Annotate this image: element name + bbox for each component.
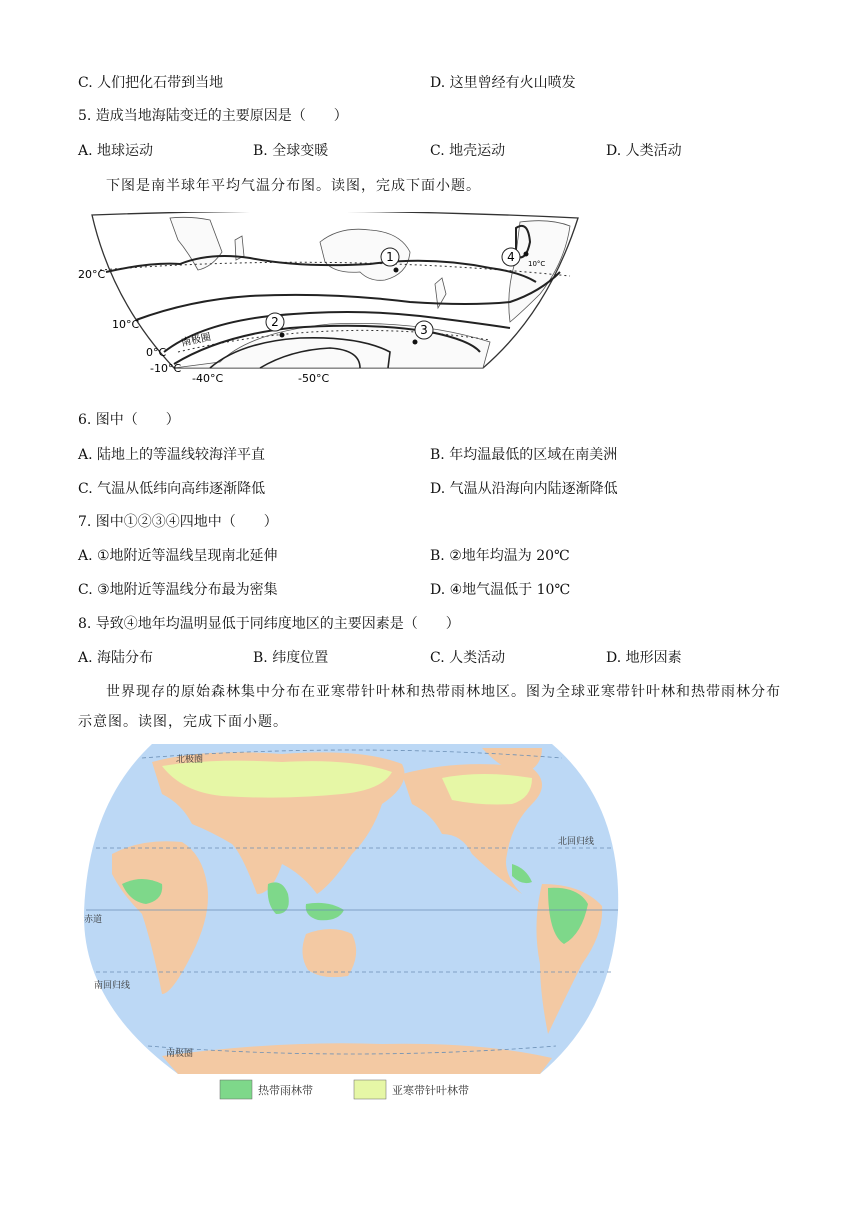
- label-antarctic-circle-map2: 南极圈: [166, 1049, 194, 1059]
- q8-option-d[interactable]: D. 地形因素: [606, 650, 682, 666]
- q6-option-c[interactable]: C. 气温从低纬向高纬逐渐降低: [78, 481, 266, 497]
- legend-rainforest-label: 热带雨林带: [258, 1084, 313, 1097]
- q5-option-a[interactable]: A. 地球运动: [78, 143, 154, 159]
- label-10c: 10°C: [112, 318, 140, 331]
- label-equator: 赤道: [84, 915, 103, 925]
- q5-stem: 5. 造成当地海陆变迁的主要原因是（ ）: [78, 108, 348, 124]
- label-0c: 0°C: [146, 346, 167, 359]
- label-tropic-cancer: 北回归线: [558, 837, 595, 847]
- label-tropic-capricorn: 南回归线: [94, 981, 131, 991]
- svg-text:3: 3: [420, 323, 428, 337]
- q5-option-d[interactable]: D. 人类活动: [606, 143, 682, 159]
- legend-taiga-label: 亚寒带针叶林带: [392, 1084, 469, 1097]
- q8-stem: 8. 导致④地年均温明显低于同纬度地区的主要因素是（ ）: [78, 616, 460, 632]
- label-antarctic-circle: 南极圈: [180, 331, 212, 349]
- intro-paragraph-1: 下图是南半球年平均气温分布图。读图，完成下面小题。: [106, 178, 481, 194]
- q7-option-a[interactable]: A. ①地附近等温线呈现南北延伸: [78, 548, 278, 564]
- svg-text:1: 1: [386, 250, 394, 264]
- q7-option-b[interactable]: B. ②地年均温为 20℃: [430, 548, 570, 564]
- south-america-outline: [509, 221, 570, 322]
- isotherm-map: [70, 212, 590, 388]
- q4-option-c[interactable]: C. 人们把化石带到当地: [78, 75, 224, 91]
- label-minus10c: -10°C: [150, 362, 182, 375]
- q6-stem: 6. 图中（ ）: [78, 412, 180, 428]
- australia: [302, 929, 356, 977]
- q5-option-b[interactable]: B. 全球变暖: [253, 143, 329, 159]
- label-20c: 20°C: [78, 268, 106, 281]
- label-minus50c: -50°C: [298, 372, 330, 385]
- label-minus40c: -40°C: [192, 372, 224, 385]
- q4-option-d[interactable]: D. 这里曾经有火山喷发: [430, 75, 576, 91]
- svg-text:2: 2: [271, 315, 279, 329]
- q7-option-c[interactable]: C. ③地附近等温线分布最为密集: [78, 582, 278, 598]
- q6-option-a[interactable]: A. 陆地上的等温线较海洋平直: [78, 447, 266, 463]
- label-arctic-circle: 北极圈: [176, 755, 204, 765]
- q6-option-b[interactable]: B. 年均温最低的区域在南美洲: [430, 447, 618, 463]
- world-forest-map: [82, 744, 622, 1108]
- svg-text:4: 4: [507, 250, 515, 264]
- label-andes-10c: 10°C: [528, 260, 546, 268]
- legend-taiga-swatch: [354, 1080, 386, 1099]
- taiga-north-america: [442, 774, 532, 805]
- q8-option-c[interactable]: C. 人类活动: [430, 650, 506, 666]
- q8-option-b[interactable]: B. 纬度位置: [253, 650, 329, 666]
- q6-option-d[interactable]: D. 气温从沿海向内陆逐渐降低: [430, 481, 618, 497]
- q7-stem: 7. 图中①②③④四地中（ ）: [78, 514, 278, 530]
- q8-option-a[interactable]: A. 海陆分布: [78, 650, 154, 666]
- intro-paragraph-2: 世界现存的原始森林集中分布在亚寒带针叶林和热带雨林地区。图为全球亚寒带针叶林和热带雨林分布示意图。读图，完成下面小题。: [78, 684, 781, 730]
- q7-option-d[interactable]: D. ④地气温低于 10℃: [430, 582, 571, 598]
- q5-option-c[interactable]: C. 地壳运动: [430, 143, 506, 159]
- legend-rainforest-swatch: [220, 1080, 252, 1099]
